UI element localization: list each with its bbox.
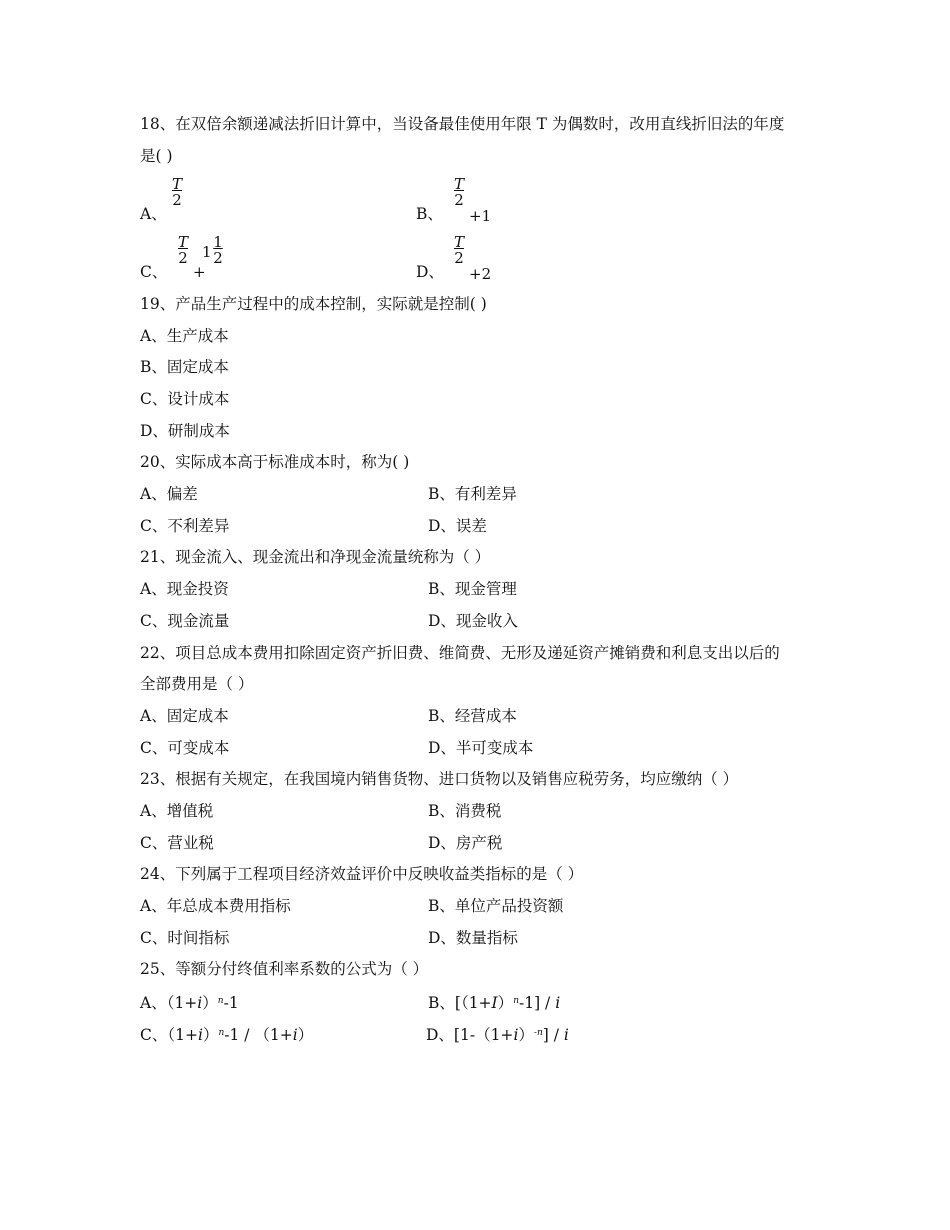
q22-option-b: B、经营成本 bbox=[428, 707, 517, 725]
q18-option-c-plus: + bbox=[193, 263, 206, 281]
q25-d-close: ） bbox=[518, 1026, 534, 1044]
q19-option-c: C、设计成本 bbox=[140, 390, 230, 408]
q18-option-c-label: C、 bbox=[140, 263, 168, 281]
q20-option-b: B、有利差异 bbox=[428, 485, 517, 503]
q25-c-variable-2: i bbox=[292, 1026, 298, 1044]
q25-option-c bbox=[140, 1023, 313, 1045]
q25-c-end: ） bbox=[297, 1026, 314, 1044]
q19-option-a: A、生产成本 bbox=[140, 327, 229, 345]
q25-d-exponent: -n bbox=[533, 1028, 543, 1038]
q18-option-b-label: B、 bbox=[416, 205, 443, 223]
q25-stem: 25、等额分付终值利率系数的公式为（ ） bbox=[140, 960, 429, 978]
q25-b-divisor: i bbox=[555, 994, 561, 1012]
fraction-denominator: 2 bbox=[172, 191, 182, 209]
q18-option-b-suffix: +1 bbox=[469, 207, 492, 225]
q23-option-c: C、营业税 bbox=[140, 834, 214, 852]
q21-option-d: D、现金收入 bbox=[428, 612, 518, 630]
q25-c-exponent: n bbox=[218, 1028, 225, 1038]
q25-a-variable: i bbox=[197, 994, 203, 1012]
q23-option-d: D、房产税 bbox=[428, 834, 503, 852]
q19-stem: 19、产品生产过程中的成本控制，实际就是控制( ) bbox=[140, 295, 487, 313]
q21-option-a: A、现金投资 bbox=[140, 580, 229, 598]
q18-option-c-fraction bbox=[176, 234, 190, 266]
q21-option-b: B、现金管理 bbox=[428, 580, 517, 598]
q19-option-d: D、研制成本 bbox=[140, 422, 230, 440]
q25-a-close: ） bbox=[202, 994, 218, 1012]
fraction-denominator: 2 bbox=[178, 249, 188, 267]
fraction-denominator: 2 bbox=[454, 249, 464, 267]
q24-option-c: C、时间指标 bbox=[140, 929, 230, 947]
q23-stem: 23、根据有关规定，在我国境内销售货物、进口货物以及销售应税劳务，均应缴纳（ ） bbox=[140, 770, 739, 788]
q19-option-b: B、固定成本 bbox=[140, 358, 229, 376]
fraction-numerator: T bbox=[453, 175, 464, 193]
q25-d-suffix: ] / bbox=[542, 1026, 564, 1044]
q25-c-prefix: C、（1+ bbox=[140, 1026, 198, 1044]
q25-option-a bbox=[140, 991, 239, 1013]
q25-c-middle: -1 / （1+ bbox=[224, 1026, 293, 1044]
q25-d-variable: i bbox=[513, 1026, 519, 1044]
q23-option-a: A、增值税 bbox=[140, 802, 214, 820]
q18-option-a-label: A、 bbox=[140, 205, 167, 223]
q18-option-d-suffix: +2 bbox=[469, 265, 492, 283]
q25-b-suffix: -1] / bbox=[518, 994, 556, 1012]
q25-d-prefix: D、[1-（1+ bbox=[426, 1026, 514, 1044]
q22-stem-line2: 全部费用是（ ） bbox=[140, 675, 254, 693]
q25-c-variable: i bbox=[197, 1026, 203, 1044]
fraction-denominator: 2 bbox=[454, 191, 464, 209]
q24-option-a: A、年总成本费用指标 bbox=[140, 897, 291, 915]
q25-d-divisor: i bbox=[563, 1026, 569, 1044]
q18-option-d-label: D、 bbox=[416, 263, 444, 281]
fraction-numerator: T bbox=[171, 175, 182, 193]
q18-option-a-fraction bbox=[170, 176, 184, 208]
q25-b-prefix: B、[（1+ bbox=[428, 994, 492, 1012]
q22-option-d: D、半可变成本 bbox=[428, 739, 534, 757]
q25-b-variable: I bbox=[491, 994, 498, 1012]
q24-option-b: B、单位产品投资额 bbox=[428, 897, 564, 915]
q25-a-exponent: n bbox=[217, 996, 224, 1006]
q18-stem-line1: 18、在双倍余额递减法折旧计算中，当设备最佳使用年限 T 为偶数时，改用直线折旧法的年度 bbox=[140, 115, 785, 133]
q23-option-b: B、消费税 bbox=[428, 802, 502, 820]
q25-a-suffix: -1 bbox=[223, 994, 239, 1012]
q22-option-a: A、固定成本 bbox=[140, 707, 229, 725]
q20-option-a: A、偏差 bbox=[140, 485, 198, 503]
q18-option-b-fraction bbox=[452, 176, 466, 208]
q22-stem-line1: 22、项目总成本费用扣除固定资产折旧费、维简费、无形及递延资产摊销费和利息支出以后的 bbox=[140, 644, 780, 662]
q25-b-exponent: n bbox=[513, 996, 519, 1006]
q22-option-c: C、可变成本 bbox=[140, 739, 230, 757]
q25-option-d bbox=[426, 1023, 569, 1045]
fraction-denominator: 2 bbox=[213, 249, 223, 267]
q18-option-c-whole: 1 bbox=[202, 243, 212, 261]
q25-a-prefix: A、（1+ bbox=[140, 994, 198, 1012]
q24-option-d: D、数量指标 bbox=[428, 929, 518, 947]
q18-stem-line2: 是( ) bbox=[140, 147, 173, 165]
q18-option-d-fraction bbox=[452, 234, 466, 266]
q25-option-b bbox=[428, 991, 560, 1013]
q25-c-close: ） bbox=[202, 1026, 219, 1044]
q21-option-c: C、现金流量 bbox=[140, 612, 230, 630]
q20-option-d: D、误差 bbox=[428, 517, 487, 535]
q20-option-c: C、不利差异 bbox=[140, 517, 230, 535]
fraction-numerator: T bbox=[177, 233, 188, 251]
fraction-numerator: 1 bbox=[213, 233, 223, 251]
q24-stem: 24、下列属于工程项目经济效益评价中反映收益类指标的是（ ） bbox=[140, 865, 584, 883]
fraction-numerator: T bbox=[453, 233, 464, 251]
q20-stem: 20、实际成本高于标准成本时，称为( ) bbox=[140, 453, 410, 471]
q25-b-close: ） bbox=[497, 994, 514, 1012]
q21-stem: 21、现金流入、现金流出和净现金流量统称为（ ） bbox=[140, 548, 491, 566]
q18-option-c-mixed-fraction bbox=[211, 234, 225, 266]
